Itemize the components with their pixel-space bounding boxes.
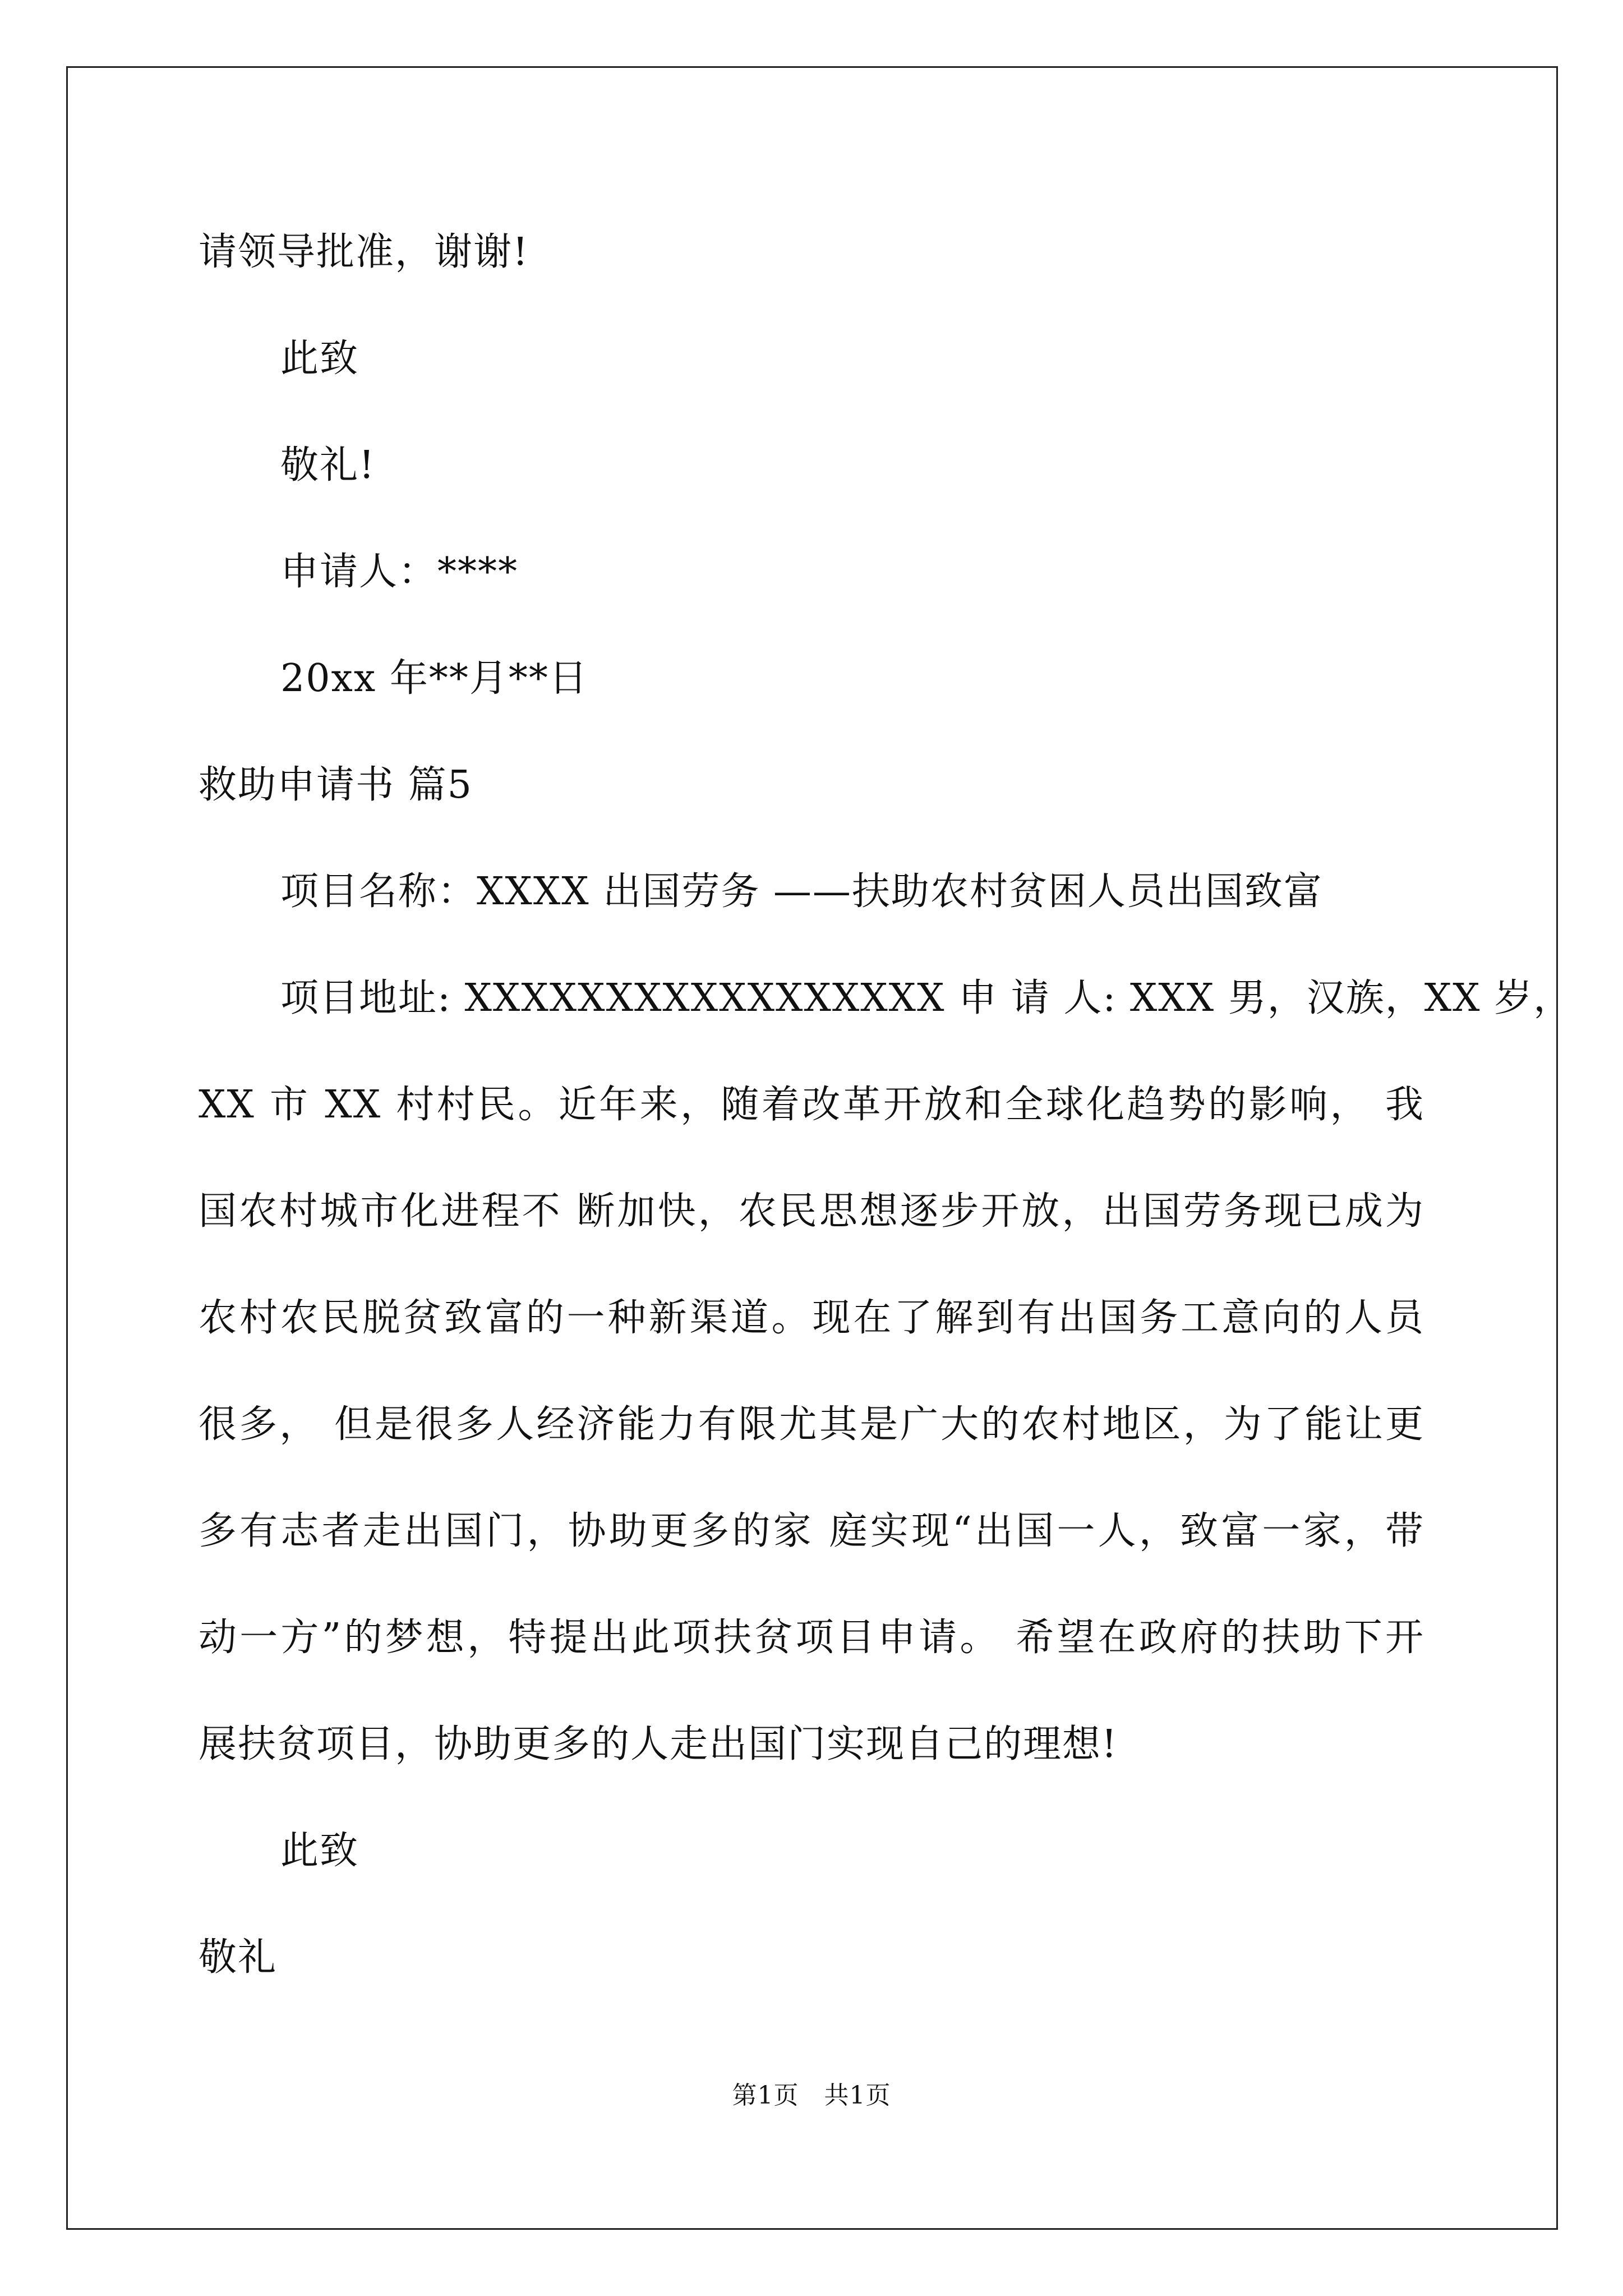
regards-line: 敬礼! [280, 443, 376, 487]
section-title: 救助申请书 篇5 [199, 763, 473, 807]
body-line: 很多， 但是很多人经济能力有限尤其是广大的农村地区，为了能让更 [199, 1402, 1424, 1447]
date-line: 20xx 年**月**日 [280, 656, 588, 701]
body-line: 国农村城市化进程不 断加快，农民思想逐步开放，出国劳务现已成为 [199, 1189, 1424, 1234]
approval-request-line: 请领导批准，谢谢! [199, 230, 529, 274]
body-line: XX 市 XX 村村民。近年来，随着改革开放和全球化趋势的影响， 我 [199, 1083, 1424, 1127]
applicant-line: 申请人：**** [280, 550, 519, 594]
page-border [66, 66, 1573, 2230]
page-footer: 第1页 共1页 [732, 2081, 891, 2110]
body-line: 农村农民脱贫致富的一种新渠道。现在了解到有出国务工意向的人员 [199, 1296, 1424, 1340]
body-line: 动一方”的梦想，特提出此项扶贫项目申请。 希望在政府的扶助下开 [199, 1616, 1424, 1660]
body-line: 多有志者走出国门，协助更多的家 庭实现“出国一人，致富一家，带 [199, 1509, 1424, 1553]
closing-regards: 敬礼 [199, 1935, 278, 1980]
closing-salutation: 此致 [280, 1829, 359, 1873]
salutation-line: 此致 [280, 337, 359, 381]
project-name-line: 项目名称：XXXX 出国劳务 ——扶助农村贫困人员出国致富 [280, 869, 1323, 914]
body-line: 项目地址: XXXXXXXXXXXXXXXXX 申 请 人: XXX 男，汉族，XX 岁， [280, 976, 1573, 1020]
body-line: 展扶贫项目，协助更多的人走出国门实现自己的理想! [199, 1722, 1118, 1766]
